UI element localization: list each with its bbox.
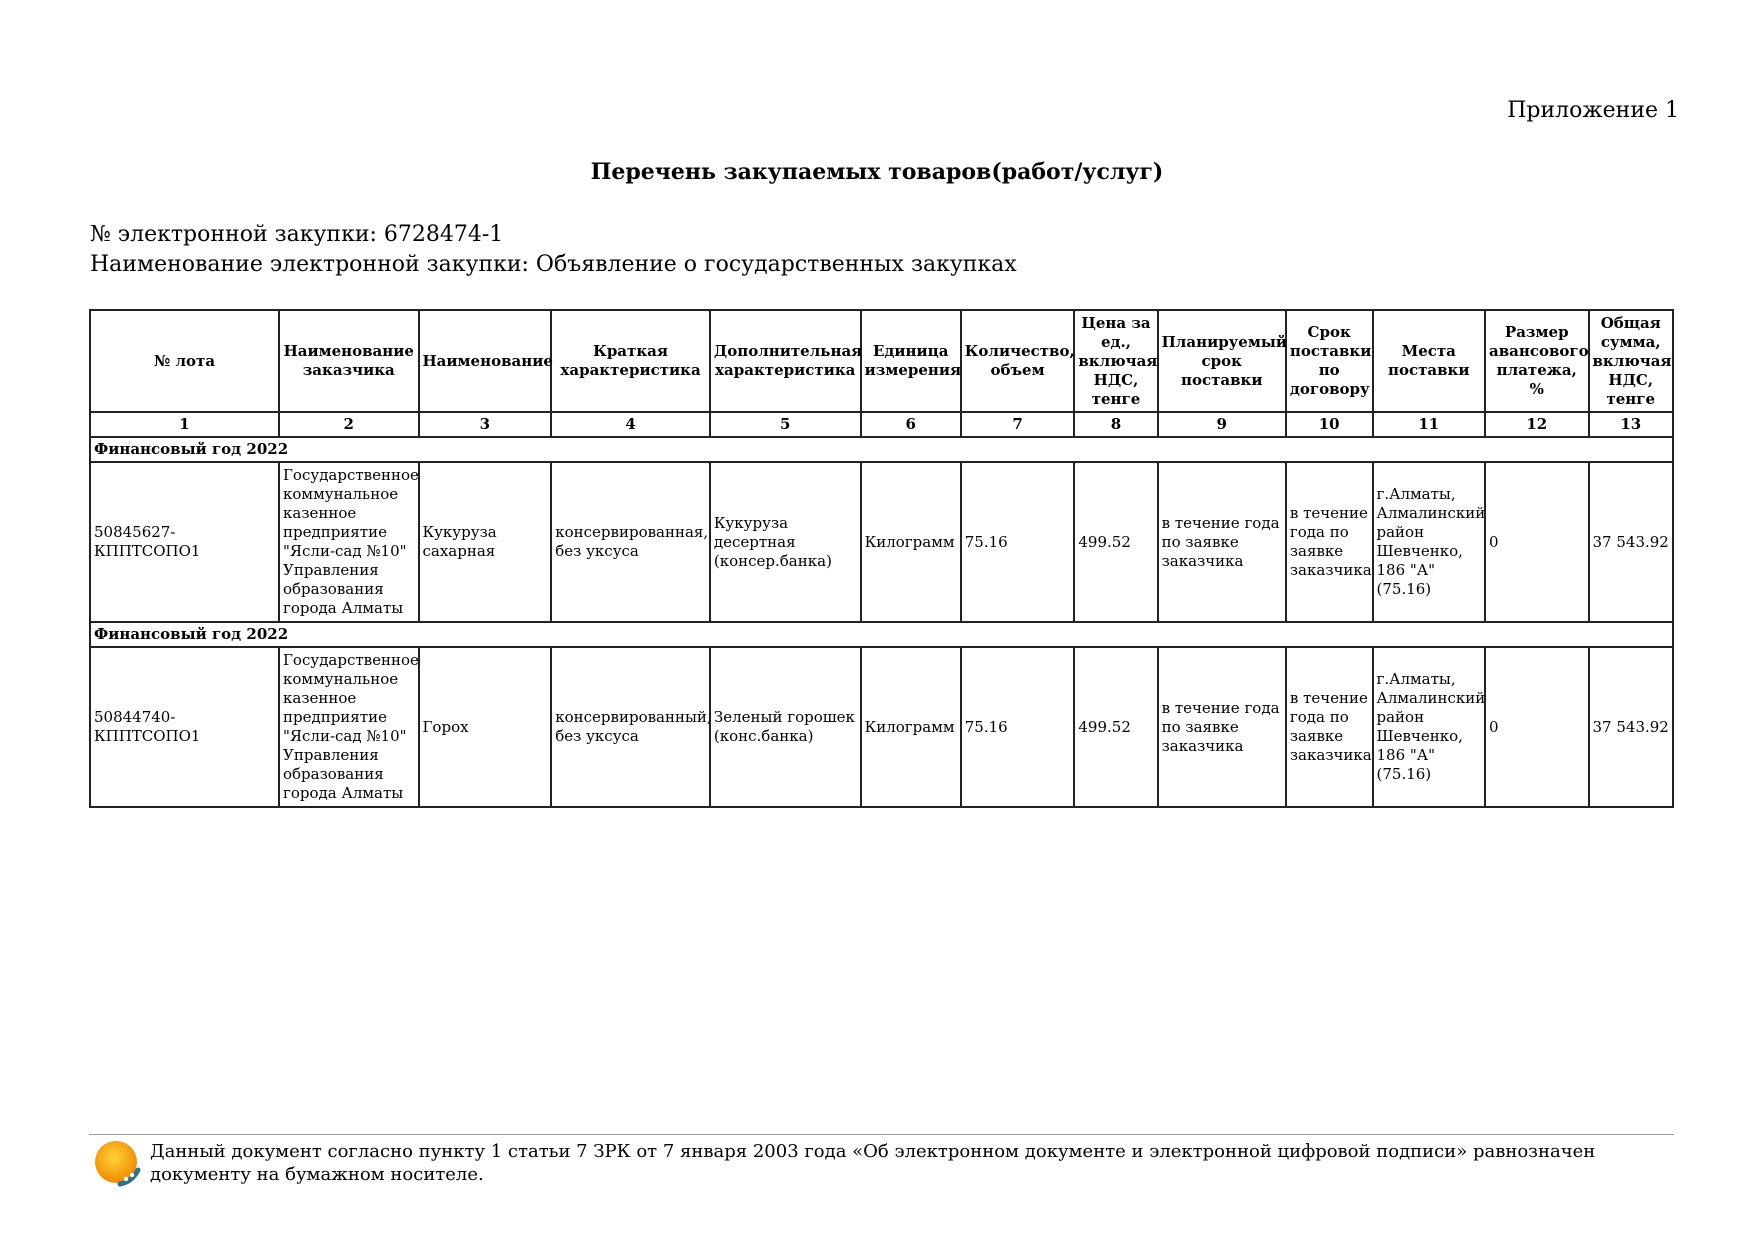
financial-year-label: Финансовый год 2022 xyxy=(90,437,1673,462)
column-number: 6 xyxy=(861,412,961,437)
cell-price: 499.52 xyxy=(1074,647,1157,807)
column-header-contract-term: Срок поставки по договору xyxy=(1286,310,1373,412)
cell-extra-desc: Зеленый горошек (конс.банка) xyxy=(710,647,861,807)
column-number: 13 xyxy=(1589,412,1674,437)
column-header-short-desc: Краткая характеристика xyxy=(551,310,710,412)
cell-quantity: 75.16 xyxy=(961,647,1075,807)
column-number: 9 xyxy=(1158,412,1286,437)
column-header-lot: № лота xyxy=(90,310,279,412)
financial-year-row xyxy=(90,437,1673,462)
column-number: 12 xyxy=(1485,412,1589,437)
cell-customer: Государственное коммунальное казенное предприятие "Ясли-сад №10" Управления образования города Алматы xyxy=(279,647,419,807)
cell-planned-term: в течение года по заявке заказчика xyxy=(1158,647,1286,807)
column-number: 11 xyxy=(1373,412,1486,437)
footer-divider xyxy=(89,1134,1674,1135)
cell-unit: Килограмм xyxy=(861,462,961,622)
financial-year-label: Финансовый год 2022 xyxy=(90,622,1673,647)
cell-price: 499.52 xyxy=(1074,462,1157,622)
appendix-label: Приложение 1 xyxy=(1507,98,1679,123)
table-row xyxy=(90,462,1673,622)
column-header-unit: Единица измерения xyxy=(861,310,961,412)
column-number: 10 xyxy=(1286,412,1373,437)
cell-quantity: 75.16 xyxy=(961,462,1075,622)
cell-name: Кукуруза сахарная xyxy=(419,462,552,622)
column-header-planned-term: Планируемый срок поставки xyxy=(1158,310,1286,412)
cell-extra-desc: Кукуруза десертная (консер.банка) xyxy=(710,462,861,622)
procurement-name: Наименование электронной закупки: Объявление о государственных закупках xyxy=(90,252,1017,277)
cell-contract-term: в течение года по заявке заказчика xyxy=(1286,647,1373,807)
column-number: 1 xyxy=(90,412,279,437)
document-title: Перечень закупаемых товаров(работ/услуг) xyxy=(590,159,1164,185)
procurement-number: № электронной закупки: 6728474-1 xyxy=(90,222,504,247)
table-row xyxy=(90,647,1673,807)
column-header-place: Места поставки xyxy=(1373,310,1486,412)
cell-advance: 0 xyxy=(1485,462,1589,622)
column-number: 4 xyxy=(551,412,710,437)
cell-lot: 50845627-КППТСОПО1 xyxy=(90,462,279,622)
column-numbers-row xyxy=(90,412,1673,437)
financial-year-row xyxy=(90,622,1673,647)
cell-short-desc: консервированный, без уксуса xyxy=(551,647,710,807)
cell-place: г.Алматы, Алмалинский район Шевченко, 186 "А" (75.16) xyxy=(1373,647,1486,807)
cell-short-desc: консервированная, без уксуса xyxy=(551,462,710,622)
cell-unit: Килограмм xyxy=(861,647,961,807)
lots-table xyxy=(89,309,1674,808)
cell-advance: 0 xyxy=(1485,647,1589,807)
cell-place: г.Алматы, Алмалинский район Шевченко, 186 "А" (75.16) xyxy=(1373,462,1486,622)
column-header-quantity: Количество, объем xyxy=(961,310,1075,412)
column-header-extra-desc: Дополнительная характеристика xyxy=(710,310,861,412)
egov-sun-logo-icon xyxy=(92,1138,142,1190)
cell-planned-term: в течение года по заявке заказчика xyxy=(1158,462,1286,622)
column-number: 3 xyxy=(419,412,552,437)
table-header-row xyxy=(90,310,1673,412)
cell-total: 37 543.92 xyxy=(1589,462,1674,622)
footer-legal-notice: Данный документ согласно пункту 1 статьи 7 ЗРК от 7 января 2003 года «Об электронном документе и электронной цифровой подписи» равнозначен документу на бумажном носителе. xyxy=(150,1141,1596,1185)
column-header-advance: Размер авансового платежа, % xyxy=(1485,310,1589,412)
column-header-total: Общая сумма, включая НДС, тенге xyxy=(1589,310,1674,412)
cell-customer: Государственное коммунальное казенное предприятие "Ясли-сад №10" Управления образования города Алматы xyxy=(279,462,419,622)
column-number: 8 xyxy=(1074,412,1157,437)
column-header-price: Цена за ед., включая НДС, тенге xyxy=(1074,310,1157,412)
column-number: 5 xyxy=(710,412,861,437)
column-header-customer: Наименование заказчика xyxy=(279,310,419,412)
cell-total: 37 543.92 xyxy=(1589,647,1674,807)
cell-contract-term: в течение года по заявке заказчика xyxy=(1286,462,1373,622)
column-header-name: Наименование xyxy=(419,310,552,412)
cell-name: Горох xyxy=(419,647,552,807)
column-number: 2 xyxy=(279,412,419,437)
cell-lot: 50844740-КППТСОПО1 xyxy=(90,647,279,807)
column-number: 7 xyxy=(961,412,1075,437)
